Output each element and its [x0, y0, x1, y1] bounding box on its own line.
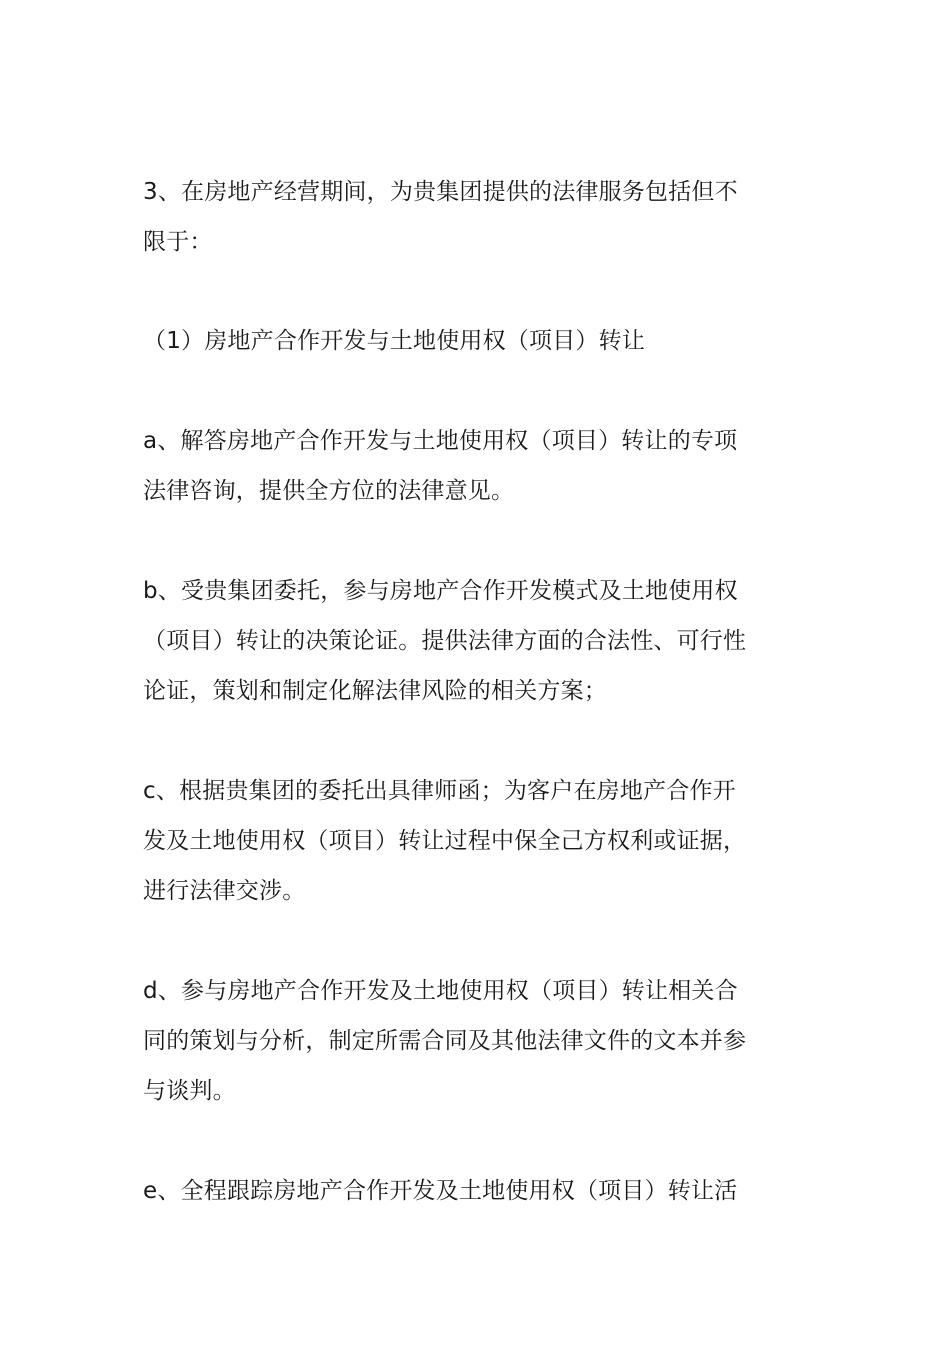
- text-line: 同的策划与分析，制定所需合同及其他法律文件的文本并参: [143, 1028, 747, 1054]
- list-item-b: [143, 566, 747, 716]
- list-item-a: [143, 416, 743, 516]
- text-line: 发及土地使用权（项目）转让过程中保全己方权利或证据，: [143, 828, 747, 854]
- text-line: 进行法律交涉。: [143, 878, 306, 904]
- list-item-e: [143, 1166, 743, 1216]
- paragraph-legal-services-intro: [143, 167, 743, 267]
- text-line: d、参与房地产合作开发及土地使用权（项目）转让相关合: [143, 978, 738, 1004]
- text-line: 与谈判。: [143, 1078, 236, 1104]
- text-line: c、根据贵集团的委托出具律师函；为客户在房地产合作开: [143, 778, 736, 804]
- text-line: b、受贵集团委托，参与房地产合作开发模式及土地使用权: [143, 578, 738, 604]
- list-item-c: [143, 766, 747, 916]
- text-line: 论证，策划和制定化解法律风险的相关方案；: [143, 678, 607, 704]
- text-line: 3、在房地产经营期间，为贵集团提供的法律服务包括但不: [143, 179, 738, 205]
- text-line: 限于：: [143, 229, 213, 255]
- text-line: e、全程跟踪房地产合作开发及土地使用权（项目）转让活: [143, 1178, 738, 1204]
- text-line: 法律咨询，提供全方位的法律意见。: [143, 478, 515, 504]
- text-line: （1）房地产合作开发与土地使用权（项目）转让: [143, 328, 646, 354]
- text-line: （项目）转让的决策论证。提供法律方面的合法性、可行性: [143, 628, 747, 654]
- text-line: a、解答房地产合作开发与土地使用权（项目）转让的专项: [143, 428, 738, 454]
- section-heading-cooperative-development: [143, 316, 743, 366]
- list-item-d: [143, 966, 747, 1116]
